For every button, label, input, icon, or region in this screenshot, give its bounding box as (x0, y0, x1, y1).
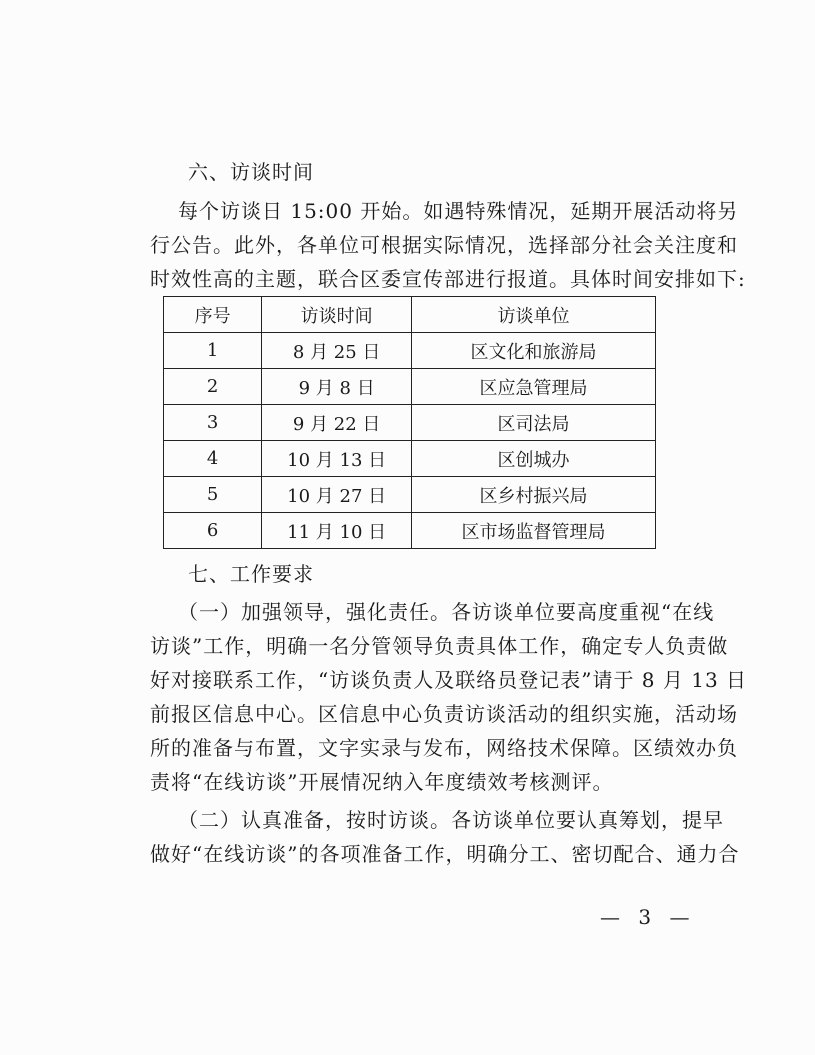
row-unit: 区创城办 (412, 441, 656, 477)
table-row (164, 441, 656, 477)
row-time: 10 月 13 日 (262, 441, 412, 477)
row-time: 8 月 25 日 (262, 333, 412, 369)
row-index: 1 (164, 333, 262, 369)
row-unit: 区文化和旅游局 (412, 333, 656, 369)
schedule-table (163, 296, 656, 549)
row-index: 4 (164, 441, 262, 477)
row-unit: 区乡村振兴局 (412, 477, 656, 513)
section-7-heading: 七、工作要求 (188, 562, 314, 586)
row-index: 5 (164, 477, 262, 513)
section-7-line-4: 前报区信息中心。区信息中心负责访谈活动的组织实施，活动场 (150, 702, 738, 726)
page-number: — 3 — (600, 905, 696, 929)
section-6-line-2: 行公告。此外，各单位可根据实际情况，选择部分社会关注度和 (150, 233, 738, 257)
row-time: 11 月 10 日 (262, 513, 412, 549)
section-7-line-8: 做好“在线访谈”的各项准备工作，明确分工、密切配合、通力合 (150, 842, 740, 866)
table-row (164, 477, 656, 513)
row-time: 9 月 22 日 (262, 405, 412, 441)
table-row (164, 333, 656, 369)
row-index: 6 (164, 513, 262, 549)
section-6-line-1: 每个访谈日 15:00 开始。如遇特殊情况，延期开展活动将另 (178, 199, 739, 223)
row-index: 2 (164, 369, 262, 405)
header-index: 序号 (164, 297, 262, 333)
section-7-line-6: 责将“在线访谈”开展情况纳入年度绩效考核测评。 (150, 770, 614, 794)
header-unit: 访谈单位 (412, 297, 656, 333)
row-unit: 区市场监督管理局 (412, 513, 656, 549)
header-time: 访谈时间 (262, 297, 412, 333)
table-header-row (164, 297, 656, 333)
section-7-line-2: 访谈”工作，明确一名分管领导负责具体工作，确定专人负责做 (150, 634, 729, 658)
section-6-heading: 六、访谈时间 (188, 160, 314, 184)
table-row (164, 513, 656, 549)
section-7-line-5: 所的准备与布置，文字实录与发布，网络技术保障。区绩效办负 (150, 736, 738, 760)
section-6-line-3: 时效性高的主题，联合区委宣传部进行报道。具体时间安排如下: (150, 267, 746, 291)
section-7-line-7: （二）认真准备，按时访谈。各访谈单位要认真筹划，提早 (178, 808, 724, 832)
row-unit: 区司法局 (412, 405, 656, 441)
section-7-line-1: （一）加强领导，强化责任。各访谈单位要高度重视“在线 (178, 600, 715, 624)
row-time: 10 月 27 日 (262, 477, 412, 513)
table-row (164, 369, 656, 405)
row-unit: 区应急管理局 (412, 369, 656, 405)
section-7-line-3: 好对接联系工作，“访谈负责人及联络员登记表”请于 8 月 13 日 (150, 668, 748, 692)
row-time: 9 月 8 日 (262, 369, 412, 405)
row-index: 3 (164, 405, 262, 441)
table-row (164, 405, 656, 441)
